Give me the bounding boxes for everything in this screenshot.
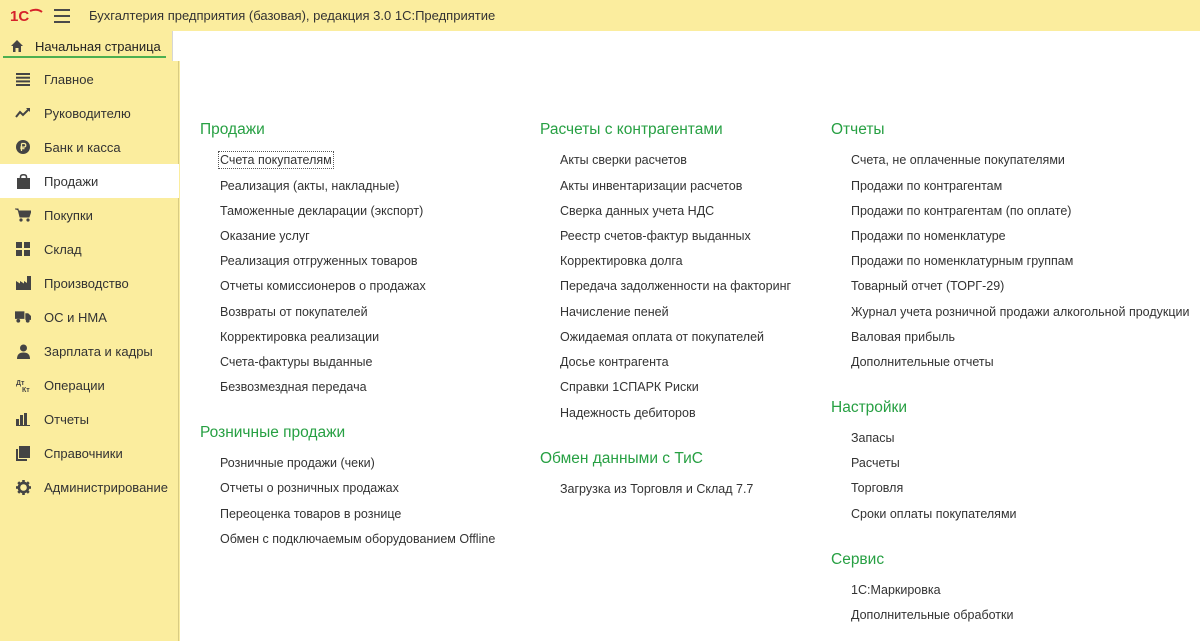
sidebar-item-salary[interactable]: [0, 334, 179, 368]
link-additional-processing[interactable]: Дополнительные обработки: [851, 608, 1014, 622]
sidebar-item-purchases[interactable]: [0, 198, 179, 232]
sidebar-item-bank[interactable]: [0, 130, 179, 164]
tab-home-label: Начальная страница: [35, 38, 161, 54]
hamburger-list-icon: [15, 71, 31, 87]
window-title: Бухгалтерия предприятия (базовая), редакция 3.0 1С:Предприятие: [89, 8, 496, 23]
link-offline-exchange[interactable]: Обмен с подключаемым оборудованием Offline: [220, 532, 496, 546]
sidebar-item-label: Склад: [44, 241, 82, 257]
gear-icon: [15, 479, 31, 495]
ruble-coin-icon: [15, 139, 31, 155]
sidebar-item-label: Отчеты: [44, 411, 89, 427]
link-sales-acts[interactable]: Реализация (акты, накладные): [220, 179, 400, 193]
1c-logo: [10, 7, 44, 25]
link-retail-revaluation[interactable]: Переоценка товаров в рознице: [220, 507, 402, 521]
link-sales-by-counterparty-paid[interactable]: Продажи по контрагентам (по оплате): [851, 204, 1072, 218]
link-services[interactable]: Оказание услуг: [220, 229, 310, 243]
bar-chart-icon: [15, 411, 31, 427]
link-issued-invoices[interactable]: Счета-фактуры выданные: [220, 355, 373, 369]
sidebar-item-directories[interactable]: [0, 436, 179, 470]
section-title-exchange: Обмен данными с ТиС: [540, 450, 703, 467]
link-sales-by-items[interactable]: Продажи по номенклатуре: [851, 229, 1006, 243]
link-free-transfer[interactable]: Безвозмездная передача: [220, 380, 367, 394]
link-marking[interactable]: 1С:Маркировка: [851, 583, 941, 597]
sidebar-item-label: Банк и касса: [44, 139, 121, 155]
active-tab-indicator: [3, 56, 166, 58]
debit-credit-icon: [15, 377, 31, 393]
sidebar-item-label: Руководителю: [44, 105, 131, 121]
section-title-sales: Продажи: [200, 121, 265, 138]
sections-panel: [0, 61, 179, 641]
link-sales-by-counterparty[interactable]: Продажи по контрагентам: [851, 179, 1003, 193]
title-bar: [0, 0, 1200, 31]
link-alcohol-journal[interactable]: Журнал учета розничной продажи алкогольной продукции: [851, 305, 1190, 319]
home-icon: [10, 39, 24, 53]
sidebar-item-label: Продажи: [44, 173, 99, 189]
trend-chart-icon: [15, 105, 31, 121]
link-invoice-register[interactable]: Реестр счетов-фактур выданных: [560, 229, 751, 243]
link-settings-settlements[interactable]: Расчеты: [851, 456, 900, 470]
sidebar-item-manager[interactable]: [0, 96, 179, 130]
link-shipped-goods[interactable]: Реализация отгруженных товаров: [220, 254, 418, 268]
section-title-reports: Отчеты: [831, 121, 885, 138]
link-retail-reports[interactable]: Отчеты о розничных продажах: [220, 481, 399, 495]
link-additional-reports[interactable]: Дополнительные отчеты: [851, 355, 994, 369]
sidebar-item-label: ОС и НМА: [44, 309, 107, 325]
link-reconciliation-acts[interactable]: Акты сверки расчетов: [560, 153, 687, 167]
tab-home[interactable]: [0, 31, 172, 61]
sidebar-item-label: Справочники: [44, 445, 123, 461]
link-gross-profit[interactable]: Валовая прибыль: [851, 330, 956, 344]
link-customs-export[interactable]: Таможенные декларации (экспорт): [220, 204, 424, 218]
link-tis-import[interactable]: Загрузка из Торговля и Склад 7.7: [560, 482, 754, 496]
truck-icon: [15, 309, 31, 325]
link-commission-reports[interactable]: Отчеты комиссионеров о продажах: [220, 279, 426, 293]
shopping-bag-icon: [15, 173, 31, 189]
section-title-settlements: Расчеты с контрагентами: [540, 121, 723, 138]
link-debtor-reliability[interactable]: Надежность дебиторов: [560, 406, 696, 420]
link-retail-receipts[interactable]: Розничные продажи (чеки): [220, 456, 375, 470]
factory-icon: [15, 275, 31, 291]
tab-strip: [172, 31, 1200, 61]
link-expected-payment[interactable]: Ожидаемая оплата от покупателей: [560, 330, 765, 344]
link-spark-risks[interactable]: Справки 1СПАРК Риски: [560, 380, 699, 394]
main-menu-icon[interactable]: [54, 9, 70, 23]
sidebar-item-label: Производство: [44, 275, 129, 291]
sidebar-item-sales[interactable]: [0, 164, 179, 198]
link-debt-adjustment[interactable]: Корректировка долга: [560, 254, 683, 268]
link-sales-adjustment[interactable]: Корректировка реализации: [220, 330, 380, 344]
link-unpaid-invoices[interactable]: Счета, не оплаченные покупателями: [851, 153, 1065, 167]
sidebar-item-main[interactable]: [0, 62, 179, 96]
svg-text:Кт: Кт: [21, 387, 30, 392]
section-title-retail: Розничные продажи: [200, 424, 346, 441]
link-settings-trade[interactable]: Торговля: [851, 481, 904, 495]
link-penalties[interactable]: Начисление пеней: [560, 305, 669, 319]
section-title-settings: Настройки: [831, 399, 908, 416]
sidebar-item-assets[interactable]: [0, 300, 179, 334]
link-sales-by-item-groups[interactable]: Продажи по номенклатурным группам: [851, 254, 1074, 268]
sidebar-item-reports[interactable]: [0, 402, 179, 436]
sidebar-item-label: Администрирование: [44, 479, 168, 495]
link-customer-returns[interactable]: Возвраты от покупателей: [220, 305, 368, 319]
sidebar-item-label: Покупки: [44, 207, 93, 223]
sidebar-item-production[interactable]: [0, 266, 179, 300]
sidebar-item-label: Главное: [44, 71, 94, 87]
sidebar-item-administration[interactable]: [0, 470, 179, 504]
books-icon: [15, 445, 31, 461]
link-vat-reconciliation[interactable]: Сверка данных учета НДС: [560, 204, 715, 218]
sidebar-item-operations[interactable]: [0, 368, 179, 402]
content-area: [180, 61, 1200, 641]
sidebar-item-label: Операции: [44, 377, 105, 393]
sidebar-item-warehouse[interactable]: [0, 232, 179, 266]
svg-text:1С: 1С: [10, 7, 30, 25]
link-factoring[interactable]: Передача задолженности на факторинг: [560, 279, 792, 293]
svg-text:Дт: Дт: [15, 380, 24, 387]
link-settings-payment-terms[interactable]: Сроки оплаты покупателями: [851, 507, 1017, 521]
link-inventory-acts[interactable]: Акты инвентаризации расчетов: [560, 179, 743, 193]
link-customer-invoices[interactable]: Счета покупателям: [220, 153, 332, 167]
section-title-service: Сервис: [831, 551, 885, 568]
link-settings-stock[interactable]: Запасы: [851, 431, 895, 445]
warehouse-grid-icon: [15, 241, 31, 257]
shopping-cart-icon: [15, 207, 31, 223]
person-icon: [15, 343, 31, 359]
sidebar-item-label: Зарплата и кадры: [44, 343, 153, 359]
tab-bar: [0, 31, 1200, 61]
link-torg29[interactable]: Товарный отчет (ТОРГ-29): [851, 279, 1005, 293]
link-counterparty-dossier[interactable]: Досье контрагента: [560, 355, 669, 369]
